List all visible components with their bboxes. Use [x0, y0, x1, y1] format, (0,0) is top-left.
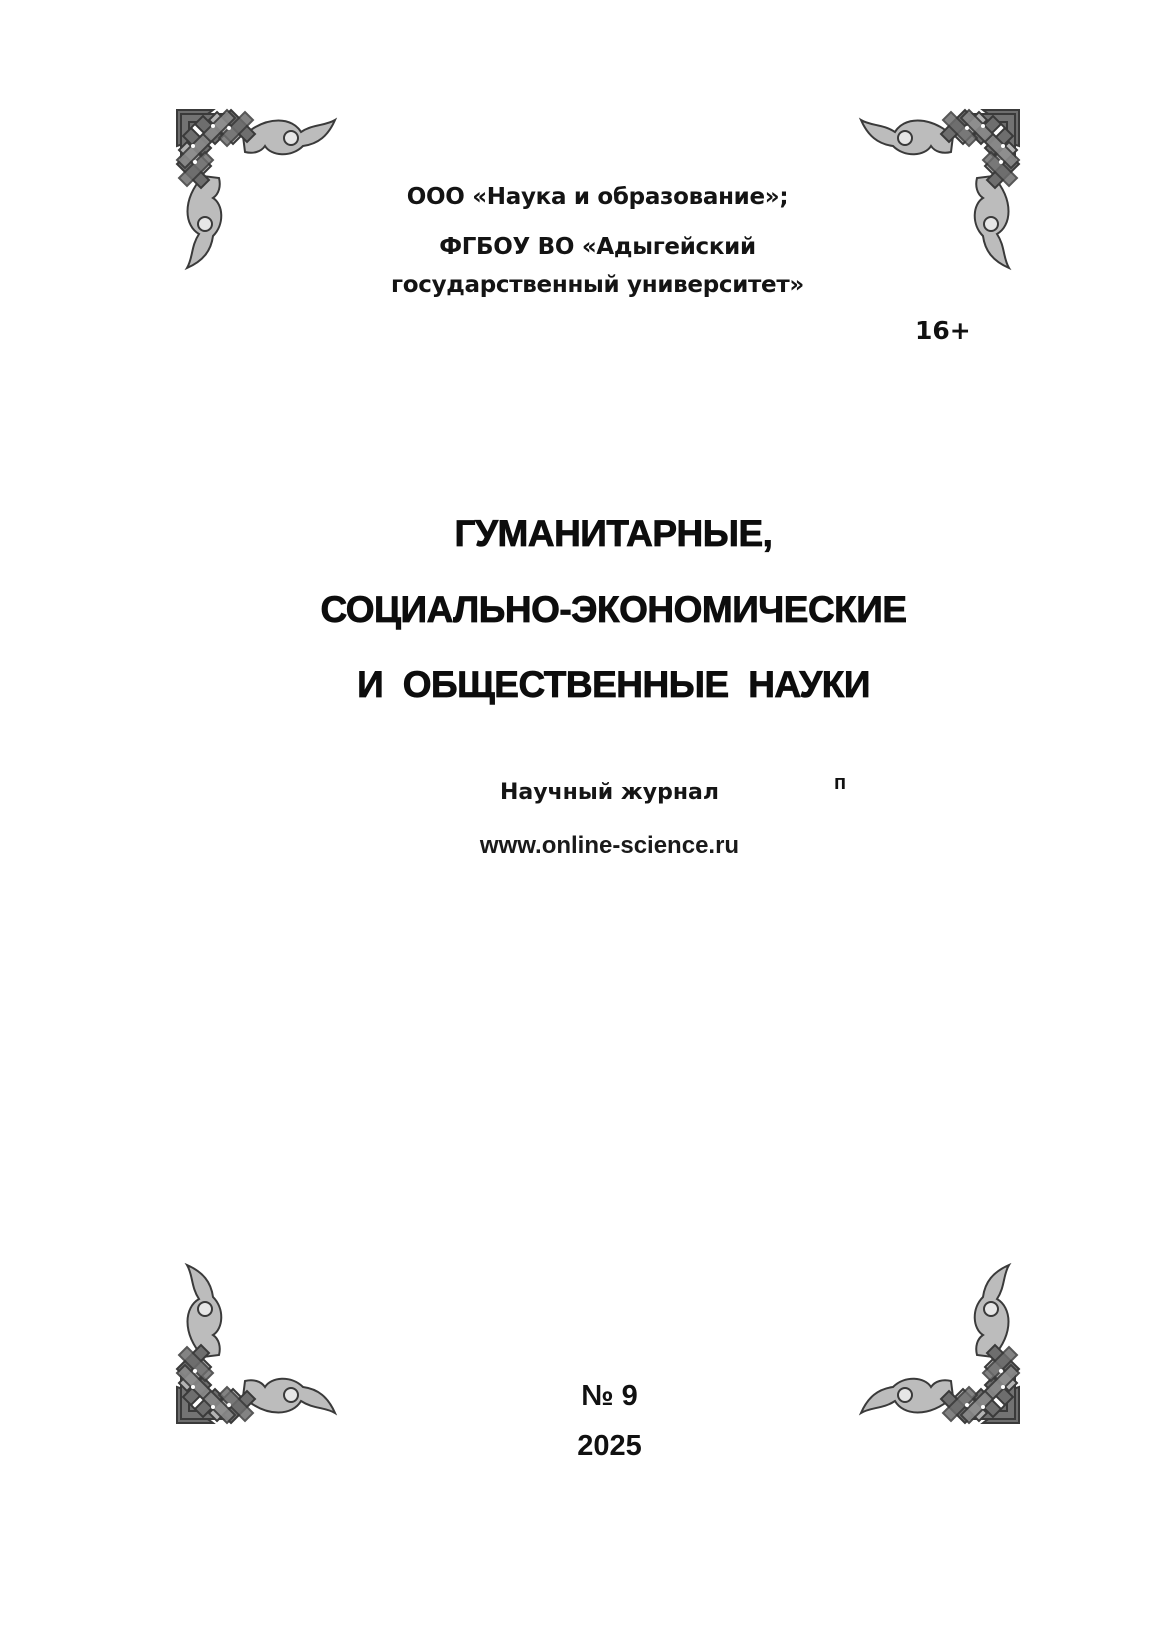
stray-mark: п — [834, 772, 847, 794]
publisher-line-2: ФГБОУ ВО «Адыгейский — [439, 234, 756, 260]
website-link[interactable]: www.online-science.ru — [479, 832, 740, 859]
publisher-line-3: государственный университет» — [391, 272, 804, 298]
journal-type-label: Научный журнал — [499, 780, 719, 805]
journal-title-line-3: И ОБЩЕСТВЕННЫЕ НАУКИ — [357, 664, 870, 705]
journal-title-line-2: СОЦИАЛЬНО-ЭКОНОМИЧЕСКИЕ — [320, 589, 907, 630]
issue-year: 2025 — [577, 1430, 642, 1462]
age-rating-badge: 16+ — [915, 316, 971, 345]
publisher-line-1: ООО «Наука и образование»; — [406, 184, 789, 210]
journal-title-line-1: ГУМАНИТАРНЫЕ, — [454, 513, 773, 554]
issue-number: № 9 — [581, 1380, 638, 1412]
